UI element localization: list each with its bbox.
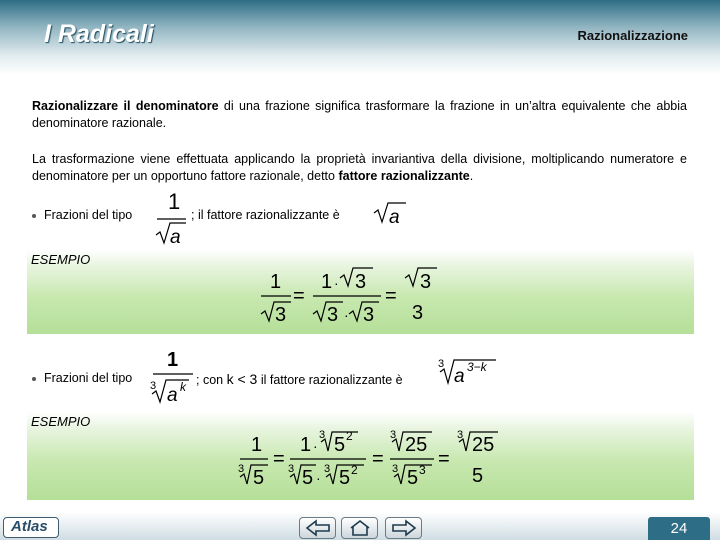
case2-radicand: a <box>167 385 178 406</box>
case1-factor <box>372 198 408 230</box>
home-icon <box>346 519 374 537</box>
ex1-dot2: · <box>344 307 349 323</box>
ex1-eq2: = <box>385 285 397 307</box>
case2-factor-radicand: a <box>454 366 465 387</box>
intro-paragraph <box>32 98 687 132</box>
ex2-exp2: 2 <box>351 463 358 477</box>
ex1-den1: 3 <box>275 304 287 326</box>
case1-fraction <box>150 188 190 248</box>
ex2-dot2: · <box>316 470 321 486</box>
ex1-den3: 3 <box>412 302 424 324</box>
ex2-idx2: 3 <box>319 429 326 441</box>
ex2-idx7: 3 <box>457 429 464 441</box>
case2-row <box>32 371 132 385</box>
case1-factor-text: ; il fattore razionalizzante è <box>191 208 340 222</box>
header-bar <box>0 0 720 75</box>
example1-label: ESEMPIO <box>31 252 91 267</box>
ex2-num4: 25 <box>472 434 495 456</box>
ex2-exp3: 3 <box>419 463 426 477</box>
method-text: La trasformazione viene effettuata applicando la proprietà invariantiva della divisione, moltiplicando numeratore e denominatore per un opportuno fattore razionale, detto <box>32 152 687 183</box>
ex1-num1: 1 <box>270 271 282 293</box>
intro-rest: di una frazione significa trasformare la frazione in un’altra equivalente che abbia denominatore razionale. <box>32 99 687 130</box>
case1-row <box>32 208 132 222</box>
ex2-num1: 1 <box>251 434 263 456</box>
case2-exponent: k <box>180 380 186 394</box>
example2-formula <box>236 424 506 496</box>
section-title: Razionalizzazione <box>577 28 688 43</box>
ex2-eq1: = <box>273 448 285 470</box>
ex2-idx6: 3 <box>392 463 399 475</box>
app-title: I Radicali <box>44 20 154 48</box>
ex2-dot1: · <box>313 438 318 454</box>
intro-bold-term: Razionalizzare il denominatore <box>32 99 219 113</box>
method-paragraph <box>32 151 687 185</box>
ex2-num3: 25 <box>405 434 428 456</box>
ex2-idx3: 3 <box>288 463 295 475</box>
ex1-num2b: 3 <box>355 271 367 293</box>
ex2-num2b: 5 <box>334 434 346 456</box>
case2-factor-post: il fattore razionalizzante è <box>260 373 403 387</box>
back-button[interactable] <box>299 517 336 539</box>
ex2-eq2: = <box>372 448 384 470</box>
page-number: 24 <box>648 517 710 540</box>
ex1-eq1: = <box>293 285 305 307</box>
ex2-eq3: = <box>438 448 450 470</box>
ex2-den2b: 5 <box>339 467 351 489</box>
ex2-exp1: 2 <box>346 429 353 443</box>
ex2-idx1: 3 <box>238 463 245 475</box>
ex1-dot1: · <box>334 275 339 291</box>
forward-button[interactable] <box>385 517 422 539</box>
case2-factor-pre: ; con <box>196 373 224 387</box>
ex2-den4: 5 <box>472 465 484 487</box>
ex2-den3: 5 <box>407 467 419 489</box>
case1-num: 1 <box>168 189 181 214</box>
ex2-den2a: 5 <box>302 467 314 489</box>
case2-factor-text <box>196 371 403 387</box>
atlas-logo: Atlas <box>3 517 59 538</box>
method-end: . <box>469 169 474 183</box>
method-bold: fattore razionalizzante <box>338 169 470 183</box>
case1-factor-radicand: a <box>389 207 400 228</box>
ex1-den2b: 3 <box>363 304 375 326</box>
case2-label: Frazioni del tipo <box>44 371 133 385</box>
case2-num: 1 <box>167 349 179 371</box>
case2-condition: k < 3 <box>226 371 258 387</box>
case2-factor <box>436 354 498 388</box>
ex2-den1: 5 <box>253 467 265 489</box>
ex2-idx4: 3 <box>324 463 331 475</box>
ex2-idx5: 3 <box>390 429 397 441</box>
case1-radicand: a <box>170 227 181 248</box>
arrow-right-icon <box>390 519 418 537</box>
case2-factor-index: 3 <box>438 358 445 370</box>
ex2-num2a: 1 <box>300 434 312 456</box>
example2-label: ESEMPIO <box>31 414 91 429</box>
arrow-left-icon <box>304 519 332 537</box>
case2-fraction <box>147 344 197 406</box>
case1-label: Frazioni del tipo <box>44 208 133 222</box>
home-button[interactable] <box>341 517 378 539</box>
example1-formula <box>255 258 445 333</box>
bullet-icon <box>32 214 36 218</box>
ex1-num3: 3 <box>420 271 432 293</box>
bullet-icon <box>32 377 36 381</box>
case2-factor-exponent: 3−k <box>467 360 487 374</box>
ex1-den2a: 3 <box>327 304 339 326</box>
ex1-num2a: 1 <box>321 271 333 293</box>
case2-index: 3 <box>150 380 157 392</box>
